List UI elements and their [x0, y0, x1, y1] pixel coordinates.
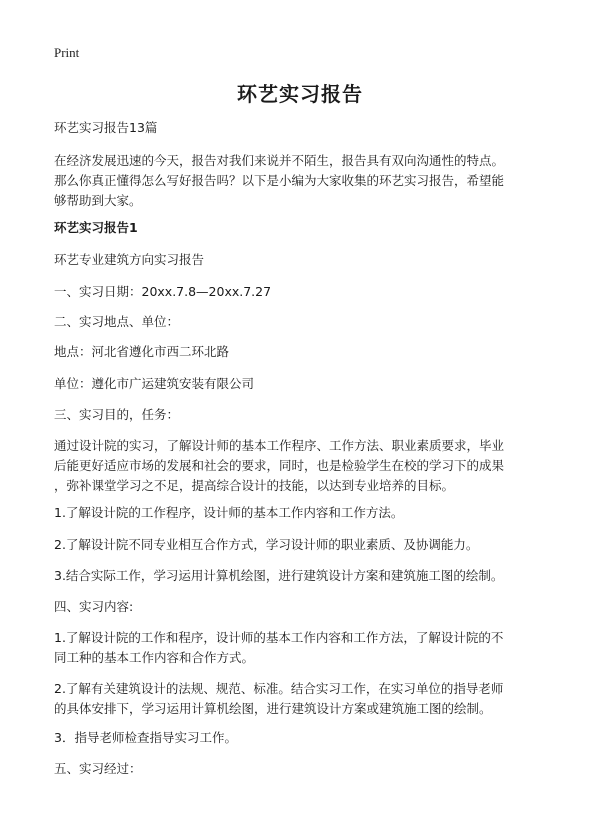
section-heading: 环艺实习报告1	[54, 220, 138, 235]
content-line: 2.了解有关建筑设计的法规、规范、标准。结合实习工作，在实习单位的指导老师	[54, 681, 504, 696]
content-heading: 四、实习内容:	[54, 599, 134, 614]
content-item: 3．指导老师检查指导实习工作。	[54, 730, 237, 745]
content-item	[54, 679, 554, 719]
purpose-line: ，弥补课堂学习之不足，提高综合设计的技能，以达到专业培养的目标。	[54, 478, 455, 493]
purpose-heading: 三、实习目的，任务：	[54, 407, 180, 422]
section-subheading: 环艺专业建筑方向实习报告	[54, 252, 205, 267]
location-heading: 二、实习地点、单位：	[54, 314, 180, 329]
internship-date: 一、实习日期：20xx.7.8—20xx.7.27	[54, 284, 272, 299]
purpose-item: 2.了解设计院不同专业相互合作方式，学习设计师的职业素质、及协调能力。	[54, 537, 479, 552]
purpose-item: 3.结合实际工作，学习运用计算机绘图，进行建筑设计方案和建筑施工图的绘制。	[54, 568, 504, 583]
process-heading: 五、实习经过：	[54, 761, 142, 776]
location-unit: 单位：遵化市广运建筑安装有限公司	[54, 376, 255, 391]
purpose-line: 后能更好适应市场的发展和社会的要求，同时，也是检验学生在校的学习下的成果	[54, 458, 505, 473]
content-line: 的具体安排下，学习运用计算机绘图，进行建筑设计方案或建筑施工图的绘制。	[54, 701, 492, 716]
intro-paragraph	[54, 151, 554, 211]
purpose-item: 1.了解设计院的工作程序，设计师的基本工作内容和工作方法。	[54, 505, 404, 520]
document-subtitle: 环艺实习报告13篇	[54, 120, 158, 135]
document-title: 环艺实习报告	[237, 82, 363, 106]
intro-line: 够帮助到大家。	[54, 193, 142, 208]
print-link[interactable]: Print	[54, 45, 80, 60]
purpose-paragraph	[54, 436, 554, 496]
purpose-line: 通过设计院的实习，了解设计师的基本工作程序、工作方法、职业素质要求，毕业	[54, 438, 505, 453]
content-line: 同工种的基本工作内容和合作方式。	[54, 650, 255, 665]
intro-line: 在经济发展迅速的今天，报告对我们来说并不陌生，报告具有双向沟通性的特点。	[54, 153, 505, 168]
content-item	[54, 628, 554, 668]
content-line: 1.了解设计院的工作和程序，设计师的基本工作内容和工作方法，了解设计院的不	[54, 630, 504, 645]
location-address: 地点：河北省遵化市西二环北路	[54, 344, 230, 359]
intro-line: 那么你真正懂得怎么写好报告吗？以下是小编为大家收集的环艺实习报告，希望能	[54, 173, 505, 188]
